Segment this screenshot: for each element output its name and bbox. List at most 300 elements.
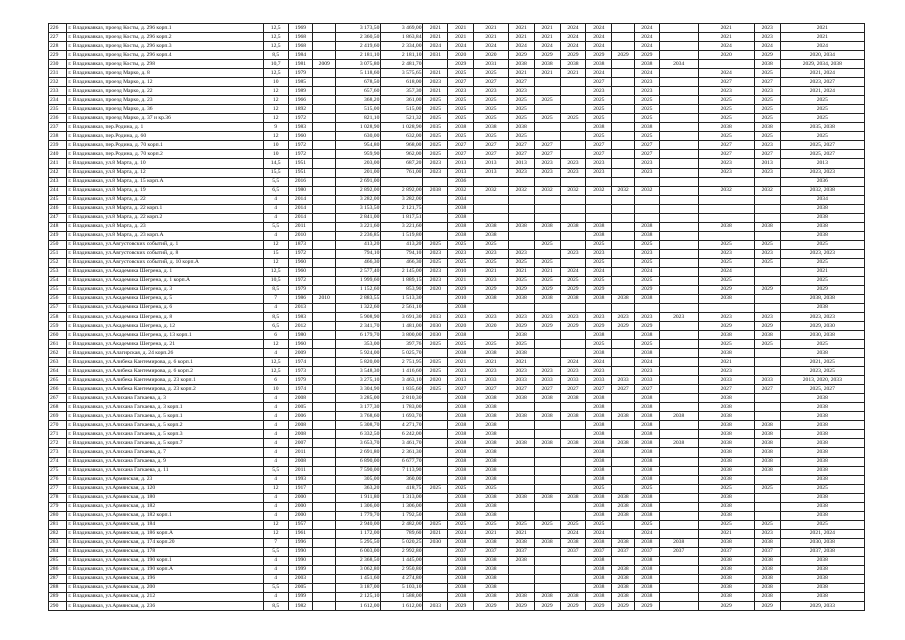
table-cell: 2038 bbox=[448, 574, 474, 583]
table-cell: 5 295,50 bbox=[336, 538, 381, 547]
table-cell: 413,20 bbox=[381, 240, 423, 249]
table-cell: 687,20 bbox=[381, 159, 423, 168]
table-cell: 2024 bbox=[634, 358, 659, 367]
table-cell: 2023 bbox=[634, 87, 659, 96]
table-cell: 5 020,25 bbox=[381, 538, 423, 547]
table-cell bbox=[508, 213, 534, 222]
table-cell: 3 285,00 bbox=[336, 394, 381, 403]
table-cell: 2 181,10 bbox=[336, 51, 381, 60]
table-cell bbox=[423, 502, 448, 511]
table-cell bbox=[534, 78, 560, 87]
table-cell: 1983 bbox=[288, 123, 313, 132]
table-cell: 2037 bbox=[474, 547, 509, 556]
table-cell: 2009 bbox=[288, 349, 313, 358]
table-row bbox=[49, 484, 865, 493]
table-cell bbox=[659, 204, 698, 213]
row-number-cell: 267 bbox=[49, 394, 67, 403]
table-cell: 2038 bbox=[780, 439, 864, 448]
table-cell: 4 274,80 bbox=[381, 574, 423, 583]
table-cell bbox=[754, 367, 780, 376]
table-cell bbox=[560, 565, 586, 574]
table-cell: 2038 bbox=[474, 421, 509, 430]
table-cell: 2021 bbox=[508, 33, 534, 42]
row-number-cell: 250 bbox=[49, 240, 67, 249]
table-cell: 4 bbox=[263, 493, 288, 502]
table-cell: 5 924,00 bbox=[336, 349, 381, 358]
table-cell bbox=[612, 249, 635, 258]
row-number-cell: 233 bbox=[49, 87, 67, 96]
table-cell: 2024 bbox=[534, 42, 560, 51]
table-cell: 2 810,30 bbox=[381, 394, 423, 403]
table-cell: 3 221,60 bbox=[381, 222, 423, 231]
table-cell: 2038 bbox=[448, 231, 474, 240]
table-cell bbox=[423, 421, 448, 430]
table-cell: 4 bbox=[263, 195, 288, 204]
address-cell: г. Владикавказ, ул.Армянская, д. 236 bbox=[67, 602, 263, 611]
table-cell: 2 950,80 bbox=[381, 565, 423, 574]
table-cell: 2038 bbox=[586, 592, 612, 601]
table-cell bbox=[612, 177, 635, 186]
table-cell: 2025 bbox=[698, 132, 754, 141]
table-cell: 2038 bbox=[474, 231, 509, 240]
address-cell: г. Владикавказ, ул.8 Марта, д. 10 bbox=[67, 159, 263, 168]
table-cell: 2023 bbox=[474, 313, 509, 322]
table-cell bbox=[508, 421, 534, 430]
table-cell: 2027 bbox=[754, 150, 780, 159]
table-cell: 2038 bbox=[560, 222, 586, 231]
table-row bbox=[49, 177, 865, 186]
table-cell bbox=[560, 430, 586, 439]
row-number-cell: 278 bbox=[49, 493, 67, 502]
table-cell: 2038 bbox=[448, 430, 474, 439]
table-cell bbox=[313, 51, 336, 60]
table-cell bbox=[508, 403, 534, 412]
table-cell bbox=[612, 285, 635, 294]
address-cell: г. Владикавказ, ул.Алихана Гагкаева, д. 7 bbox=[67, 448, 263, 457]
table-cell bbox=[659, 258, 698, 267]
table-cell bbox=[534, 565, 560, 574]
table-cell bbox=[560, 484, 586, 493]
table-cell: 4 bbox=[263, 349, 288, 358]
table-cell: 2038 bbox=[698, 565, 754, 574]
table-cell: 1961 bbox=[288, 529, 313, 538]
address-cell: г. Владикавказ, пер.Родина, д. 1 bbox=[67, 123, 263, 132]
table-cell: 2038 bbox=[448, 303, 474, 312]
table-cell bbox=[560, 258, 586, 267]
table-cell: 2038 bbox=[612, 439, 635, 448]
table-cell: 2038, 2038 bbox=[780, 294, 864, 303]
table-cell bbox=[313, 258, 336, 267]
table-cell: 2038 bbox=[534, 538, 560, 547]
table-cell: 5 025,70 bbox=[381, 349, 423, 358]
table-cell bbox=[423, 394, 448, 403]
table-cell bbox=[534, 583, 560, 592]
table-cell: 2024 bbox=[586, 42, 612, 51]
table-cell bbox=[313, 376, 336, 385]
table-row bbox=[49, 87, 865, 96]
table-cell: 203,00 bbox=[336, 159, 381, 168]
table-row bbox=[49, 42, 865, 51]
row-number-cell: 271 bbox=[49, 430, 67, 439]
table-cell bbox=[313, 78, 336, 87]
table-cell: 2038 bbox=[780, 583, 864, 592]
table-cell: 2029 bbox=[534, 322, 560, 331]
table-row bbox=[49, 33, 865, 42]
table-row bbox=[49, 60, 865, 69]
table-cell: 2027 bbox=[698, 141, 754, 150]
table-cell: 678,50 bbox=[336, 78, 381, 87]
address-cell: г. Владикавказ, ул.Армянская, д. 190 корп.А bbox=[67, 565, 263, 574]
row-number-cell: 251 bbox=[49, 249, 67, 258]
table-cell: 2033 bbox=[423, 602, 448, 611]
table-cell: 2032 bbox=[586, 186, 612, 195]
table-cell: 12 bbox=[263, 105, 288, 114]
table-cell: 2038 bbox=[698, 448, 754, 457]
table-cell: 2 561,10 bbox=[381, 303, 423, 312]
table-cell: 794,10 bbox=[336, 249, 381, 258]
table-cell: 3 469,00 bbox=[381, 24, 423, 33]
table-cell: 2038 bbox=[634, 430, 659, 439]
table-cell bbox=[534, 466, 560, 475]
table-cell: 2038 bbox=[634, 448, 659, 457]
table-cell bbox=[313, 349, 336, 358]
table-cell bbox=[586, 177, 612, 186]
table-cell: 2038 bbox=[508, 394, 534, 403]
table-cell bbox=[586, 303, 612, 312]
row-number-cell: 236 bbox=[49, 114, 67, 123]
table-cell bbox=[659, 511, 698, 520]
table-cell: 2023 bbox=[754, 529, 780, 538]
table-cell bbox=[508, 502, 534, 511]
table-cell: 2025 bbox=[754, 340, 780, 349]
table-cell bbox=[534, 177, 560, 186]
table-cell: 2025 bbox=[754, 105, 780, 114]
table-cell: 2024 bbox=[634, 42, 659, 51]
table-cell: 2016 bbox=[288, 177, 313, 186]
table-row bbox=[49, 195, 865, 204]
table-cell: 2038 bbox=[586, 123, 612, 132]
table-cell: 4 bbox=[263, 448, 288, 457]
table-cell: 2038 bbox=[634, 421, 659, 430]
table-cell bbox=[612, 195, 635, 204]
table-cell: 5 820,00 bbox=[336, 358, 381, 367]
table-cell: 2021 bbox=[560, 69, 586, 78]
table-cell: 2020 bbox=[448, 51, 474, 60]
table-cell: 1996 bbox=[288, 538, 313, 547]
row-number-cell: 252 bbox=[49, 258, 67, 267]
table-cell bbox=[754, 358, 780, 367]
table-cell: 2021 bbox=[423, 87, 448, 96]
table-cell: 2027 bbox=[474, 141, 509, 150]
table-cell: 2038 bbox=[508, 592, 534, 601]
table-cell bbox=[313, 204, 336, 213]
table-cell: 2023 bbox=[448, 249, 474, 258]
table-cell: 2038 bbox=[586, 583, 612, 592]
table-cell bbox=[508, 231, 534, 240]
table-cell: 2021 bbox=[698, 529, 754, 538]
table-cell: 6 003,00 bbox=[336, 547, 381, 556]
table-cell bbox=[659, 96, 698, 105]
table-cell: 2038 bbox=[698, 349, 754, 358]
table-cell: 357,30 bbox=[381, 87, 423, 96]
table-cell: 2038 bbox=[586, 294, 612, 303]
table-cell bbox=[313, 87, 336, 96]
table-cell bbox=[313, 33, 336, 42]
table-cell: 2025 bbox=[698, 484, 754, 493]
address-cell: г. Владикавказ, ул.Академика Шегрена, д. 3 bbox=[67, 285, 263, 294]
table-row bbox=[49, 141, 865, 150]
table-cell: 2038 bbox=[780, 394, 864, 403]
table-cell: 2032 bbox=[754, 186, 780, 195]
table-cell: 1973 bbox=[288, 367, 313, 376]
table-cell: 6,5 bbox=[263, 322, 288, 331]
table-cell bbox=[634, 177, 659, 186]
table-cell: 12,5 bbox=[263, 42, 288, 51]
table-cell: 2027 bbox=[634, 385, 659, 394]
table-cell: 2025 bbox=[754, 484, 780, 493]
table-cell: 2 751,95 bbox=[381, 358, 423, 367]
table-cell: 1 817,51 bbox=[381, 213, 423, 222]
table-cell: 2038 bbox=[659, 439, 698, 448]
table-row bbox=[49, 538, 865, 547]
address-cell: г. Владикавказ, ул.8 Марта, д. 22 корп.2 bbox=[67, 213, 263, 222]
table-cell: 2 577,40 bbox=[336, 267, 381, 276]
table-cell bbox=[659, 294, 698, 303]
table-cell bbox=[698, 231, 754, 240]
table-cell: 1979 bbox=[288, 285, 313, 294]
table-cell: 2034 bbox=[448, 195, 474, 204]
table-cell: 2038 bbox=[754, 60, 780, 69]
table-cell: 1985 bbox=[288, 78, 313, 87]
table-cell: 2025 bbox=[698, 96, 754, 105]
table-cell bbox=[534, 340, 560, 349]
table-cell: 2025 bbox=[423, 385, 448, 394]
table-cell bbox=[560, 150, 586, 159]
table-cell: 2038 bbox=[474, 556, 509, 565]
table-cell bbox=[423, 475, 448, 484]
address-cell: г. Владикавказ, ул.Армянская, д. 190 корп.1 bbox=[67, 556, 263, 565]
table-cell: 2038 bbox=[780, 574, 864, 583]
table-cell bbox=[313, 493, 336, 502]
table-row bbox=[49, 267, 865, 276]
table-cell: 2025 bbox=[534, 96, 560, 105]
table-cell bbox=[659, 529, 698, 538]
table-cell: 1 783,00 bbox=[381, 403, 423, 412]
table-cell: 515,00 bbox=[381, 105, 423, 114]
row-number-cell: 265 bbox=[49, 376, 67, 385]
table-cell: 2038 bbox=[780, 303, 864, 312]
table-cell: 2023 bbox=[634, 168, 659, 177]
table-cell: 15 bbox=[263, 249, 288, 258]
table-cell: 2023, 2023 bbox=[780, 168, 864, 177]
table-cell bbox=[659, 574, 698, 583]
table-cell: 4 bbox=[263, 574, 288, 583]
table-cell: 2038 bbox=[634, 222, 659, 231]
table-row bbox=[49, 394, 865, 403]
address-cell: г. Владикавказ, ул.Алибека Кантемирова, д. 23 корп.1 bbox=[67, 376, 263, 385]
table-cell: 2037 bbox=[586, 547, 612, 556]
table-cell: 1 028,90 bbox=[381, 123, 423, 132]
table-cell: 2038 bbox=[780, 511, 864, 520]
table-cell bbox=[313, 466, 336, 475]
table-cell: 2023 bbox=[754, 313, 780, 322]
table-cell bbox=[659, 394, 698, 403]
table-cell: 2038 bbox=[534, 394, 560, 403]
table-cell: 2023 bbox=[423, 249, 448, 258]
table-cell: 2029 bbox=[508, 51, 534, 60]
table-cell: 2027 bbox=[534, 385, 560, 394]
table-row bbox=[49, 159, 865, 168]
table-cell bbox=[313, 538, 336, 547]
table-cell: 2023 bbox=[698, 168, 754, 177]
table-cell: 2038 bbox=[780, 565, 864, 574]
table-cell: 2025 bbox=[474, 96, 509, 105]
table-cell: 4 bbox=[263, 430, 288, 439]
table-cell bbox=[534, 484, 560, 493]
table-cell bbox=[313, 240, 336, 249]
table-cell: 2038 bbox=[634, 231, 659, 240]
address-cell: г. Владикавказ, ул.Алихана Гагкаева, д. 5 корп.1 bbox=[67, 412, 263, 421]
table-cell: 2027 bbox=[508, 150, 534, 159]
table-cell bbox=[560, 511, 586, 520]
table-cell bbox=[423, 457, 448, 466]
table-cell: 2025 bbox=[698, 114, 754, 123]
table-cell bbox=[659, 340, 698, 349]
table-cell: 2013 bbox=[754, 159, 780, 168]
table-cell: 1873 bbox=[288, 240, 313, 249]
table-cell: 2025 bbox=[586, 132, 612, 141]
table-cell: 2024 bbox=[780, 42, 864, 51]
table-cell: 2033 bbox=[560, 376, 586, 385]
table-cell: 2029 bbox=[754, 51, 780, 60]
table-cell: 2024 bbox=[474, 42, 509, 51]
row-number-cell: 235 bbox=[49, 105, 67, 114]
table-cell: 2005 bbox=[288, 403, 313, 412]
row-number-cell: 232 bbox=[49, 78, 67, 87]
table-cell: 2025 bbox=[754, 69, 780, 78]
address-cell: г. Владикавказ, ул.8 Марта, д. 15 корп.А bbox=[67, 177, 263, 186]
table-cell: 2021 bbox=[780, 33, 864, 42]
table-cell: 1957 bbox=[288, 520, 313, 529]
table-cell bbox=[313, 231, 336, 240]
table-cell: 466,30 bbox=[336, 258, 381, 267]
table-cell: 2023 bbox=[634, 367, 659, 376]
table-cell: 2025 bbox=[634, 484, 659, 493]
table-cell: 2029 bbox=[534, 51, 560, 60]
table-cell: 2038 bbox=[780, 430, 864, 439]
table-cell bbox=[313, 123, 336, 132]
table-cell: 2025 bbox=[448, 96, 474, 105]
table-cell: 2025 bbox=[448, 132, 474, 141]
table-cell bbox=[423, 466, 448, 475]
table-cell: 2029 bbox=[448, 285, 474, 294]
table-cell: 2025 bbox=[634, 520, 659, 529]
table-cell: 2038 bbox=[560, 493, 586, 502]
address-cell: г. Владикавказ, ул.Армянская, д. 182 корп.1 bbox=[67, 511, 263, 520]
table-cell: 2023 bbox=[423, 267, 448, 276]
address-cell: г. Владикавказ, проезд Марко, д. 8 bbox=[67, 69, 263, 78]
address-cell: г. Владикавказ, пер.Родина, д. 70 корп.1 bbox=[67, 141, 263, 150]
row-number-cell: 238 bbox=[49, 132, 67, 141]
table-cell: 2023 bbox=[754, 249, 780, 258]
table-cell: 4 bbox=[263, 403, 288, 412]
table-cell: 10 bbox=[263, 141, 288, 150]
table-cell bbox=[612, 159, 635, 168]
table-cell bbox=[474, 303, 509, 312]
address-cell: г. Владикавказ, проезд Марко, д. 23 bbox=[67, 96, 263, 105]
table-cell: 2038 bbox=[698, 412, 754, 421]
table-cell bbox=[313, 168, 336, 177]
table-cell: 2025 bbox=[508, 276, 534, 285]
table-cell bbox=[659, 69, 698, 78]
table-cell bbox=[659, 276, 698, 285]
table-cell: 12,5 bbox=[263, 24, 288, 33]
table-cell bbox=[612, 331, 635, 340]
address-cell: г. Владикавказ, ул.Августовских событий, д. 10 корп.А bbox=[67, 258, 263, 267]
table-cell bbox=[754, 276, 780, 285]
table-cell: 2038 bbox=[754, 448, 780, 457]
table-cell bbox=[634, 303, 659, 312]
table-cell: 2021, 2024 bbox=[780, 87, 864, 96]
table-cell: 2038 bbox=[508, 331, 534, 340]
table-cell: 2038 bbox=[634, 466, 659, 475]
row-number-cell: 277 bbox=[49, 484, 67, 493]
table-cell: 2021, 2025 bbox=[780, 358, 864, 367]
table-cell: 360,00 bbox=[381, 475, 423, 484]
table-cell: 3 153,50 bbox=[336, 204, 381, 213]
table-cell: 2038 bbox=[534, 294, 560, 303]
table-cell bbox=[612, 358, 635, 367]
table-cell: 1982 bbox=[288, 602, 313, 611]
table-cell: 2025 bbox=[586, 484, 612, 493]
table-cell: 2038 bbox=[474, 349, 509, 358]
table-row bbox=[49, 222, 865, 231]
table-cell: 2038 bbox=[474, 457, 509, 466]
table-cell bbox=[659, 385, 698, 394]
table-cell: 2 125,10 bbox=[336, 592, 381, 601]
table-cell: 2038 bbox=[698, 493, 754, 502]
table-cell: 2038 bbox=[560, 394, 586, 403]
table-cell: 2023 bbox=[586, 313, 612, 322]
table-cell: 2038 bbox=[586, 412, 612, 421]
table-cell: 2038 bbox=[780, 349, 864, 358]
table-cell: 2037, 2038 bbox=[780, 547, 864, 556]
table-cell bbox=[612, 105, 635, 114]
table-cell: 2000 bbox=[288, 511, 313, 520]
table-row bbox=[49, 376, 865, 385]
table-cell: 2038 bbox=[780, 448, 864, 457]
row-number-cell: 261 bbox=[49, 340, 67, 349]
table-cell bbox=[659, 466, 698, 475]
table-cell: 2023 bbox=[698, 313, 754, 322]
table-cell: 2038 bbox=[474, 511, 509, 520]
table-cell: 2038 bbox=[586, 430, 612, 439]
table-cell: 12 bbox=[263, 258, 288, 267]
address-cell: г. Владикавказ, ул.8 Марта, д. 23 bbox=[67, 222, 263, 231]
table-cell bbox=[560, 132, 586, 141]
table-cell: 2029 bbox=[534, 285, 560, 294]
table-cell: 5 308,70 bbox=[336, 421, 381, 430]
table-cell bbox=[754, 231, 780, 240]
table-cell bbox=[534, 231, 560, 240]
table-cell: 2038 bbox=[474, 502, 509, 511]
table-cell: 4 bbox=[263, 502, 288, 511]
table-cell: 2038 bbox=[586, 556, 612, 565]
table-cell bbox=[659, 457, 698, 466]
table-cell: 2007 bbox=[288, 439, 313, 448]
table-cell: 6 332,50 bbox=[336, 430, 381, 439]
table-cell: 7 bbox=[263, 538, 288, 547]
